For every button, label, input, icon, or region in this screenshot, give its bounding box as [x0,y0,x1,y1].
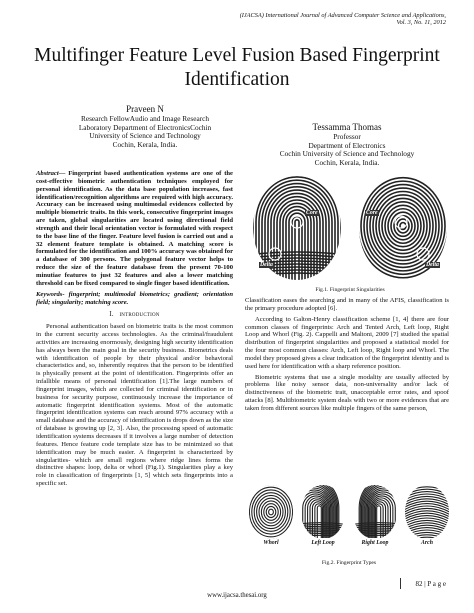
author-affiliation: Laboratory Department of ElectronicsCochin [78,122,212,132]
ridge-line [294,535,346,537]
abstract-label: Abstract— [36,170,66,177]
ridge-line [370,188,436,264]
ridge-line [401,532,452,540]
core-marker [395,216,407,228]
paper-title [20,44,454,92]
keywords [36,291,233,307]
ridge-line [247,273,347,276]
ridge-line [249,487,292,537]
author-name: Tessamma Thomas [312,122,382,132]
figure-2-caption: Fig.2. Fingerprint Types [321,560,377,566]
core-label: Core [306,210,318,216]
author-affiliation: University of Science and Technology [89,131,201,141]
author-affiliation: Professor [333,132,361,141]
author-affiliation: Department of Electronics [308,140,386,150]
fingerprint-singularities-image [245,176,455,280]
delta-marker [417,248,429,260]
ridge-line [266,506,276,517]
ridge-line [388,209,418,244]
author-affiliation: Research FellowAudio and Image Research [80,114,210,123]
core-label: Core [366,210,378,216]
type-label-arch: Arch [421,540,433,546]
ridge-line [269,509,274,515]
intro-paragraph: Personal authentication based on biometric traits is the most common in the current security access technologies. As the criminal/fraudulent activities are increasing enormously, designing high security identification has always been the main goal in the security business. Biometrics deals with identification of people by their physical and/or behavioral characteristics and, so, inherently requires that the person to be identified is physically present at the point of identification. Fingerprints offer an infallible means of personal identification [1].The large numbers of fingerprint images, which are collected for criminal identification or in business for security purpose, continuously increase the importance of automatic fingerprint identification systems. Most of the automatic fingerprint identification systems can reach around 97% accuracy with a small database and the accuracy of identification is drops down as the size of database is growing up [2, 3]. Also, the processing speed of automatic identification systems decreases if it involves a large number of detection features. Hence feature code template size has to be minimized so that identification may be much easier. A fingerprint is characterized by singularities- which are small regions where ridge lines forms the distinctive shapes: loop, delta or whorl (Fig.1). Singularities play a key role in classification of fingerprints [1, 5] which sets fingerprints into a specific set. [36,323,233,488]
author-block-2 [252,122,442,167]
delta-label: Delta [260,262,273,268]
fingerprint-types-image [246,484,452,540]
journal-line-1: (IJACSA) International Journal of Advanced Computer Science and Applications, [239,12,446,19]
title-line-2: Identification [184,69,290,90]
author-name: Praveen N [126,104,164,114]
page-divider [400,578,401,589]
figure-1-caption: Fig.1. Fingerprint Singularities [315,287,385,293]
ridge-line [295,220,299,280]
ridge-line [259,498,283,526]
journal-url: www.ijacsa.thesai.org [207,592,267,599]
author-affiliation: Cochin, Kerala, India. [112,139,178,149]
abstract-text: Fingerprint based authentication systems are one of the cost-effective biometric authentication techniques employed for personal identification. As the data base population increases, fast identification/recognition algorithms are required with high accuracy. Accuracy can be increased using multimodal evidences collected by multiple biometric traits. In this work, consecutive fingerprint images are taken, global singularities are located using directional field strength and their local orientation vector is formulated with respect to the base line of the finger. Feature level fusion is carried out and a 32 element feature template is obtained. A matching score is formulated for the identification and 100% accuracy was obtained for a database of 300 persons. The polygonal feature vector helps to reduce the size of the feature database from the present 70-100 minutiae features to just 32 features and also a lower matching threshold can be fixed compared to single finger based identification. [36,170,233,287]
section-heading [36,311,233,319]
type-label-left-loop: Left Loop [311,540,335,546]
left-column [36,170,233,488]
ridge-line [379,198,427,253]
author-affiliation: Cochin University of Science and Technology [279,149,415,159]
right-column [245,297,449,413]
author-affiliation: Cochin, Kerala, India. [314,157,380,167]
keywords-text: fingerprint; multimodal biometrics; gradient; orientation field; singularity; matching score. [36,290,233,306]
delta-label: Delta [426,262,439,268]
page-number-value: 82 [415,580,423,588]
author-block-1 [50,104,240,149]
ridge-line [352,535,404,537]
keywords-label: Keywords- [36,290,65,298]
figure-2 [246,484,452,550]
abstract [36,170,233,288]
paragraph: Biometric systems that use a single modality are usually affected by problems like noisy sensor data, non-universality and/or lack of distinctiveness of the biometric trait, unacceptable error rates, and spoof attacks [8]. Multibiometric system deals with two or more evidences that are taken from different sources like multiple fingers of the same person, [245,373,449,412]
ridge-line [367,185,439,268]
journal-line-2: Vol. 3, No. 11, 2012 [396,19,446,27]
figure-1 [245,176,455,280]
paragraph: Classification eases the searching and in many of the AFIS, classification is the primary procedure adopted [6]. [245,297,449,312]
section-number: I. [109,311,114,319]
journal-header [146,12,446,27]
type-label-right-loop: Right Loop [361,540,389,546]
ridge-line [252,490,290,534]
title-line-1: Multifinger Feature Level Fusion Based Fingerprint [34,45,440,66]
page-word: P a g e [427,580,446,588]
page-number: 82 | P a g e [415,580,446,588]
paragraph: According to Galton-Henry classification scheme [1, 4] there are four common classes of fingerprints: Arch and Tented Arch, Left loop, Right Loop and Whorl (Fig. 2). Cappelli and Maltoni, 2009 [7] studied the spatial distribution of fingerprint singularities and proposed a statistical model for the four most common classes: Arch, Left loop, Right loop and Whorl. The model they proposed gives a clear indication of the fingerprint identity and is used here for identification with a sharp reference position. [245,315,449,370]
type-label-whorl: Whorl [263,540,279,546]
section-title: introduction [119,311,160,319]
